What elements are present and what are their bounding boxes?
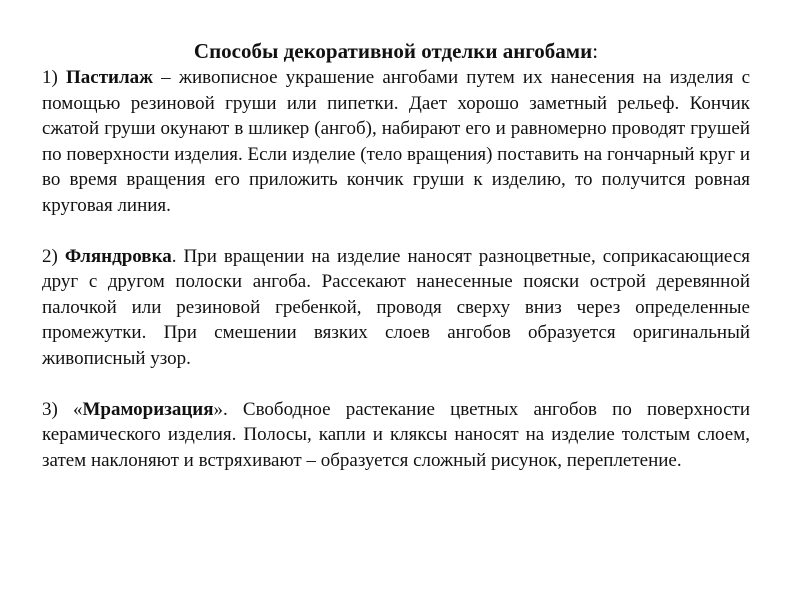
paragraph-marmorizatsiya <box>42 397 750 474</box>
title-text: Способы декоративной отделки ангобами <box>193 39 593 63</box>
paragraph-text: ». Свободное растекание цветных ангобов по поверхности керамического изделия. Полосы, капли и кляксы наносят на изделие толстым слоем, затем наклоняют и встряхивают – образуется сложный рисунок, переплетение. <box>42 398 750 471</box>
paragraph-text: – живописное украшение ангобами путем их нанесения на изделия с помощью резиновой груши или пипетки. Дает хорошо заметный рельеф. Кончик сжатой груши окунают в шликер (ангоб), набирают его и равномерно проводят грушей по поверхности изделия. Если изделие (тело вращения) поставить на гончарный круг и во время вращения его приложить кончик груши к изделию, то получится ровная круговая линия. <box>42 67 751 216</box>
paragraph-prefix: 1) <box>42 67 67 88</box>
page-title <box>42 38 750 65</box>
paragraph-prefix: 3) « <box>42 398 83 420</box>
paragraph-text: . При вращении на изделие наносят разноцветные, соприкасающиеся друг с другом полоски ангоба. Рассекают нанесенные пояски острой деревянной палочкой или резиновой гребенкой, проводя сверху вниз через определенные промежутки. При смешении вязких слоев ангобов образуется оригинальный живописный узор. <box>42 245 751 369</box>
title-colon: : <box>592 39 599 63</box>
term-flyandrovka: Фляндровка <box>64 245 172 267</box>
slide-content <box>42 38 750 473</box>
term-pastilazh: Пастилаж <box>66 67 153 88</box>
paragraph-flyandrovka <box>42 244 750 372</box>
paragraph-pastilazh <box>42 65 750 219</box>
paragraph-prefix: 2) <box>42 245 65 267</box>
term-marmorizatsiya: Мраморизация <box>82 398 214 420</box>
